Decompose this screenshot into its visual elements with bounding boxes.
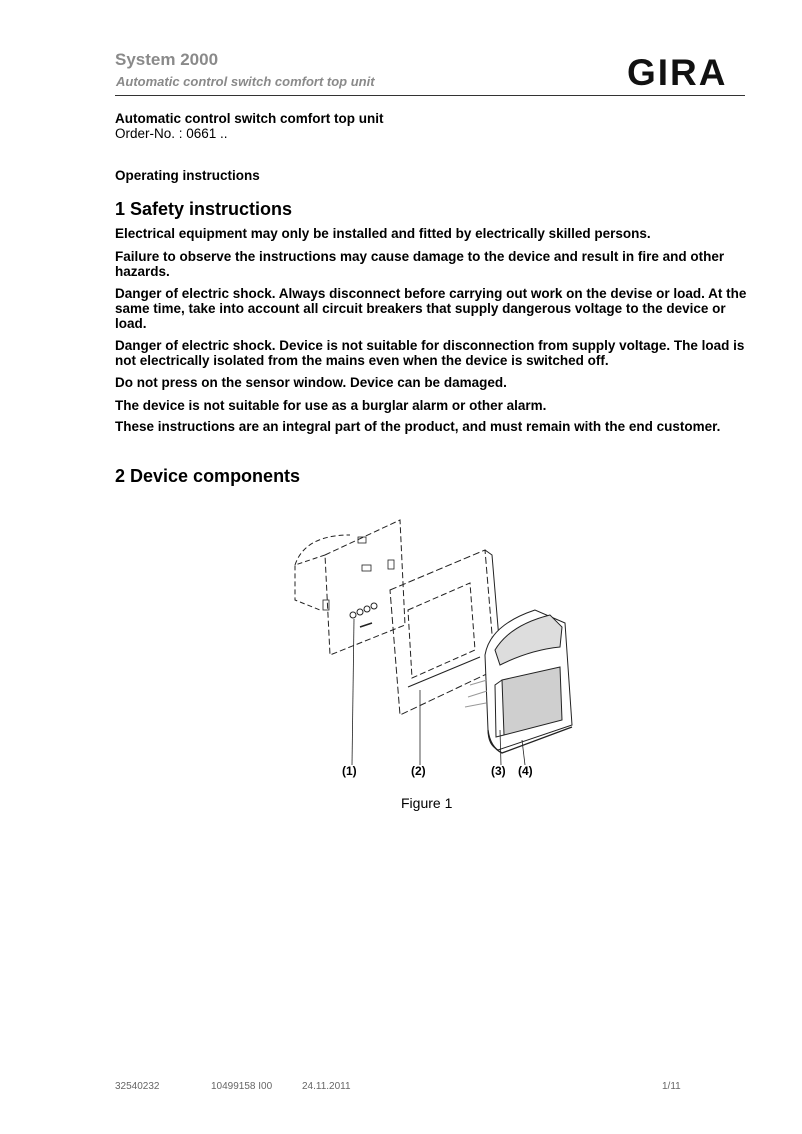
safety-item: Failure to observe the instructions may cause damage to the device and result in fire and other hazards. xyxy=(115,249,725,279)
safety-item: Do not press on the sensor window. Device can be damaged. xyxy=(115,375,507,390)
figure-caption: Figure 1 xyxy=(401,795,453,811)
safety-item: Danger of electric shock. Device is not suitable for disconnection from supply voltage. The load is not electrically isolated from the mains even when the device is switched off. xyxy=(115,338,745,368)
section-heading-safety: 1 Safety instructions xyxy=(115,199,293,219)
insert-plate xyxy=(295,520,405,765)
section-heading-components: 2 Device components xyxy=(115,466,301,486)
safety-item: The device is not suitable for use as a burglar alarm or other alarm. xyxy=(115,398,547,413)
device-components-figure xyxy=(290,515,580,785)
safety-item: Electrical equipment may only be installed and fitted by electrically skilled persons. xyxy=(115,226,651,241)
figure-label: (1) xyxy=(342,764,357,778)
footer-page-number: 1/11 xyxy=(662,1081,681,1092)
gira-logo: GIRA xyxy=(627,52,728,93)
header-divider xyxy=(115,95,745,96)
footer-date: 24.11.2011 xyxy=(302,1081,351,1092)
figure-label: (3) xyxy=(491,764,506,778)
figure-label: (2) xyxy=(411,764,426,778)
sensor-top-unit xyxy=(465,610,572,765)
product-title: Automatic control switch comfort top unit xyxy=(115,111,384,126)
footer-revision: 10499158 I00 xyxy=(211,1081,273,1092)
safety-item: These instructions are an integral part of the product, and must remain with the end customer. xyxy=(115,419,721,434)
header-series: System 2000 xyxy=(115,50,219,69)
order-number: Order-No. : 0661 .. xyxy=(115,126,228,141)
doc-type: Operating instructions xyxy=(115,168,260,183)
footer-doc-id: 32540232 xyxy=(115,1081,160,1092)
safety-item: Danger of electric shock. Always disconnect before carrying out work on the devise or load. At the same time, take into account all circuit breakers that supply dangerous voltage to the device or load. xyxy=(115,286,747,331)
header-subtitle: Automatic control switch comfort top unit xyxy=(116,74,375,89)
figure-label: (4) xyxy=(518,764,533,778)
